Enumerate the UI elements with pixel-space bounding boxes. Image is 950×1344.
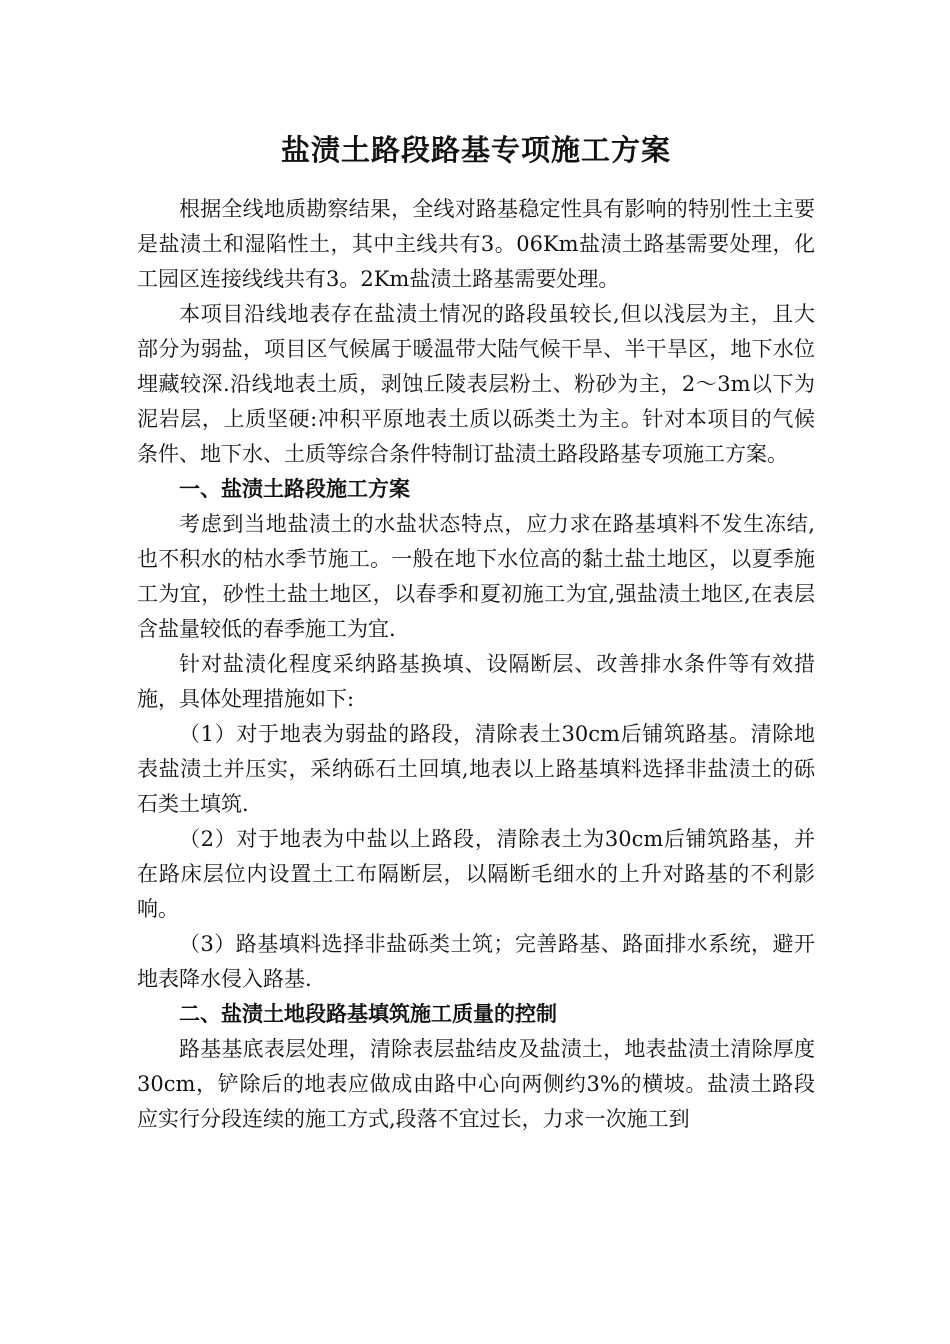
- list-item-medium-salt: （2）对于地表为中盐以上路段，清除表土为30cm后铺筑路基，并在路床层位内设置土工布隔断层，以隔断毛细水的上升对路基的不利影响。: [137, 827, 815, 921]
- list-item-drainage: （3）路基填料选择非盐砾类土筑；完善路基、路面排水系统，避开地表降水侵入路基.: [137, 932, 815, 991]
- document-page: [137, 128, 815, 1137]
- paragraph-project-conditions: 本项目沿线地表存在盐渍土情况的路段虽较长,但以浅层为主，且大部分为弱盐，项目区气候属于暖温带大陆气候干旱、半干旱区，地下水位埋藏较深.沿线地表土质，剥蚀丘陵表层粉土、粉砂为主，2～3m以下为泥岩层，上质坚硬:冲积平原地表土质以砾类土为主。针对本项目的气候条件、地下水、土质等综合条件特制订盐渍土路段路基专项施工方案。: [137, 302, 815, 466]
- paragraph-construction-season: 考虑到当地盐渍土的水盐状态特点，应力求在路基填料不发生冻结,也不积水的枯水季节施工。一般在地下水位高的黏土盐土地区，以夏季施工为宜，砂性土盐土地区，以春季和夏初施工为宜,强盐渍土地区,在表层含盐量较低的春季施工为宜.: [137, 512, 815, 641]
- paragraph-base-treatment: 路基基底表层处理，清除表层盐结皮及盐渍土，地表盐渍土清除厚度30cm，铲除后的地表应做成由路中心向两侧约3%的横坡。盐渍土路段应实行分段连续的施工方式,段落不宜过长，力求一次施工到: [137, 1037, 815, 1131]
- paragraph-geology-survey: 根据全线地质勘察结果，全线对路基稳定性具有影响的特别性土主要是盐渍土和湿陷性土，其中主线共有3。06Km盐渍土路基需要处理，化工园区连接线线共有3。2Km盐渍土路基需要处理。: [137, 197, 815, 291]
- paragraph-treatment-measures: 针对盐渍化程度采纳路基换填、设隔断层、改善排水条件等有效措施，具体处理措施如下:: [137, 652, 815, 711]
- section-heading-2: 二、盐渍土地段路基填筑施工质量的控制: [179, 1002, 557, 1026]
- list-item-weak-salt: （1）对于地表为弱盐的路段，清除表土30cm后铺筑路基。清除地表盐渍土并压实，采纳砾石土回填,地表以上路基填料选择非盐渍土的砾石类土填筑.: [137, 722, 815, 816]
- document-title: 盐渍土路段路基专项施工方案: [280, 133, 671, 167]
- section-heading-1: 一、盐渍土路段施工方案: [179, 477, 410, 501]
